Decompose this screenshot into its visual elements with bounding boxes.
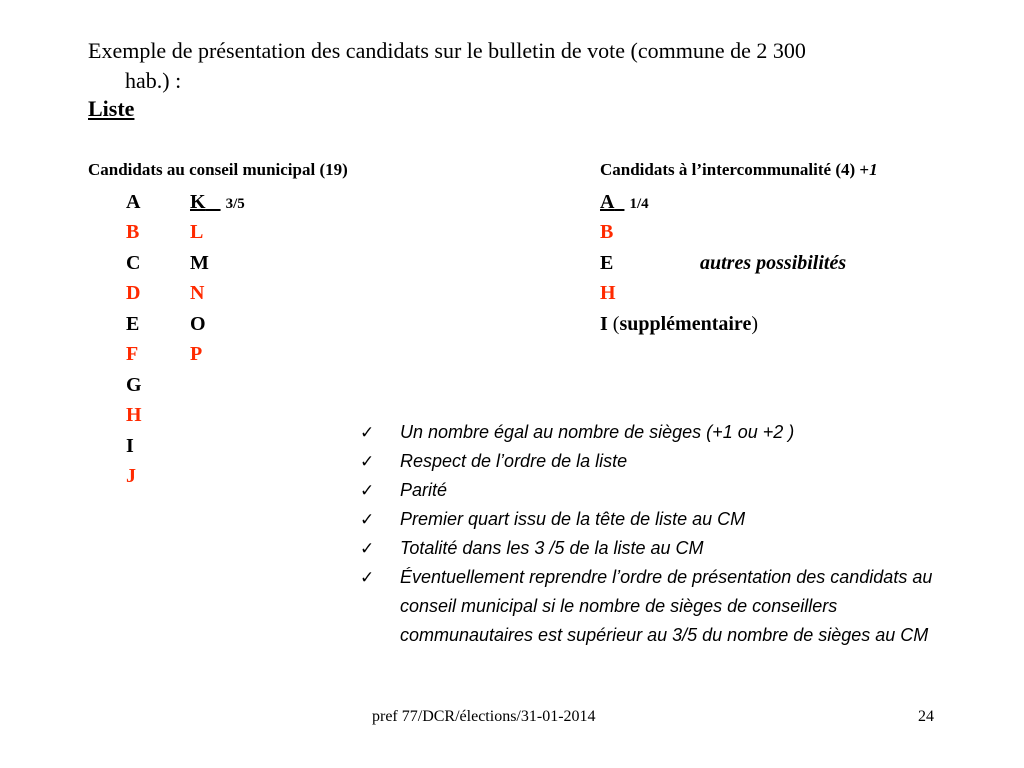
interco-header-main: Candidats à l’intercommunalité (4) +: [600, 160, 870, 179]
list-item: ✓ Parité: [360, 476, 960, 505]
ic-letter: E: [600, 252, 614, 274]
list-item: ✓ Premier quart issu de la tête de liste au CM: [360, 505, 960, 534]
check-icon: ✓: [360, 539, 375, 558]
a-fraction: 1/4: [629, 196, 649, 212]
ic-letter: B: [600, 221, 614, 243]
cm-letter: J: [126, 465, 136, 487]
cm-letter: H: [126, 404, 142, 426]
cm-letter-k-text: K: [190, 191, 206, 213]
check-icon: ✓: [360, 481, 375, 500]
list-item: ✓ Respect de l’ordre de la liste: [360, 447, 960, 476]
ic-supplementaire: I (supplémentaire): [600, 313, 758, 335]
cm-letter-k: [190, 192, 245, 214]
ic-letter-a-text: A: [600, 191, 615, 213]
checklist: [360, 418, 960, 650]
check-icon: ✓: [360, 452, 375, 471]
autres-possibilites: autres possibilités: [700, 252, 847, 274]
list-item: ✓ Un nombre égal au nombre de sièges (+1 ou +2 ): [360, 418, 960, 447]
intro-text: [88, 36, 806, 96]
list-item: ✓ Éventuellement reprendre l’ordre de présentation des candidats au conseil municipal si le nombre de sièges de conseillers communautaires est supérieur au 3/5 du nombre de sièges au CM: [360, 563, 960, 650]
cm-letter: I: [126, 435, 134, 457]
list-item: ✓ Totalité dans les 3 /5 de la liste au CM: [360, 534, 960, 563]
cm-letter: P: [190, 343, 203, 365]
cm-letter: F: [126, 343, 139, 365]
page-number: 24: [918, 708, 934, 725]
cm-letter: O: [190, 313, 206, 335]
check-icon: ✓: [360, 568, 375, 587]
cm-letter: A: [126, 191, 141, 213]
cm-letter: M: [190, 252, 209, 274]
k-fraction: 3/5: [225, 196, 245, 212]
conseil-header: Candidats au conseil municipal (19): [88, 160, 348, 179]
ic-letter-a: [600, 192, 649, 214]
interco-header: [600, 160, 878, 180]
footer-text: pref 77/DCR/élections/31-01-2014: [372, 708, 596, 725]
cm-letter: E: [126, 313, 140, 335]
cm-letter: G: [126, 374, 142, 396]
cm-letter: C: [126, 252, 141, 274]
intro-line-2: hab.) :: [125, 68, 182, 93]
cm-letter: D: [126, 282, 141, 304]
cm-letter: N: [190, 282, 205, 304]
interco-header-plus: 1: [869, 160, 878, 179]
cm-letter: L: [190, 221, 204, 243]
liste-heading: Liste: [88, 96, 135, 121]
intro-line-1: Exemple de présentation des candidats sur le bulletin de vote (commune de 2 300: [88, 38, 806, 63]
ic-letter: H: [600, 282, 616, 304]
cm-letter: B: [126, 221, 140, 243]
check-icon: ✓: [360, 510, 375, 529]
check-icon: ✓: [360, 423, 375, 442]
